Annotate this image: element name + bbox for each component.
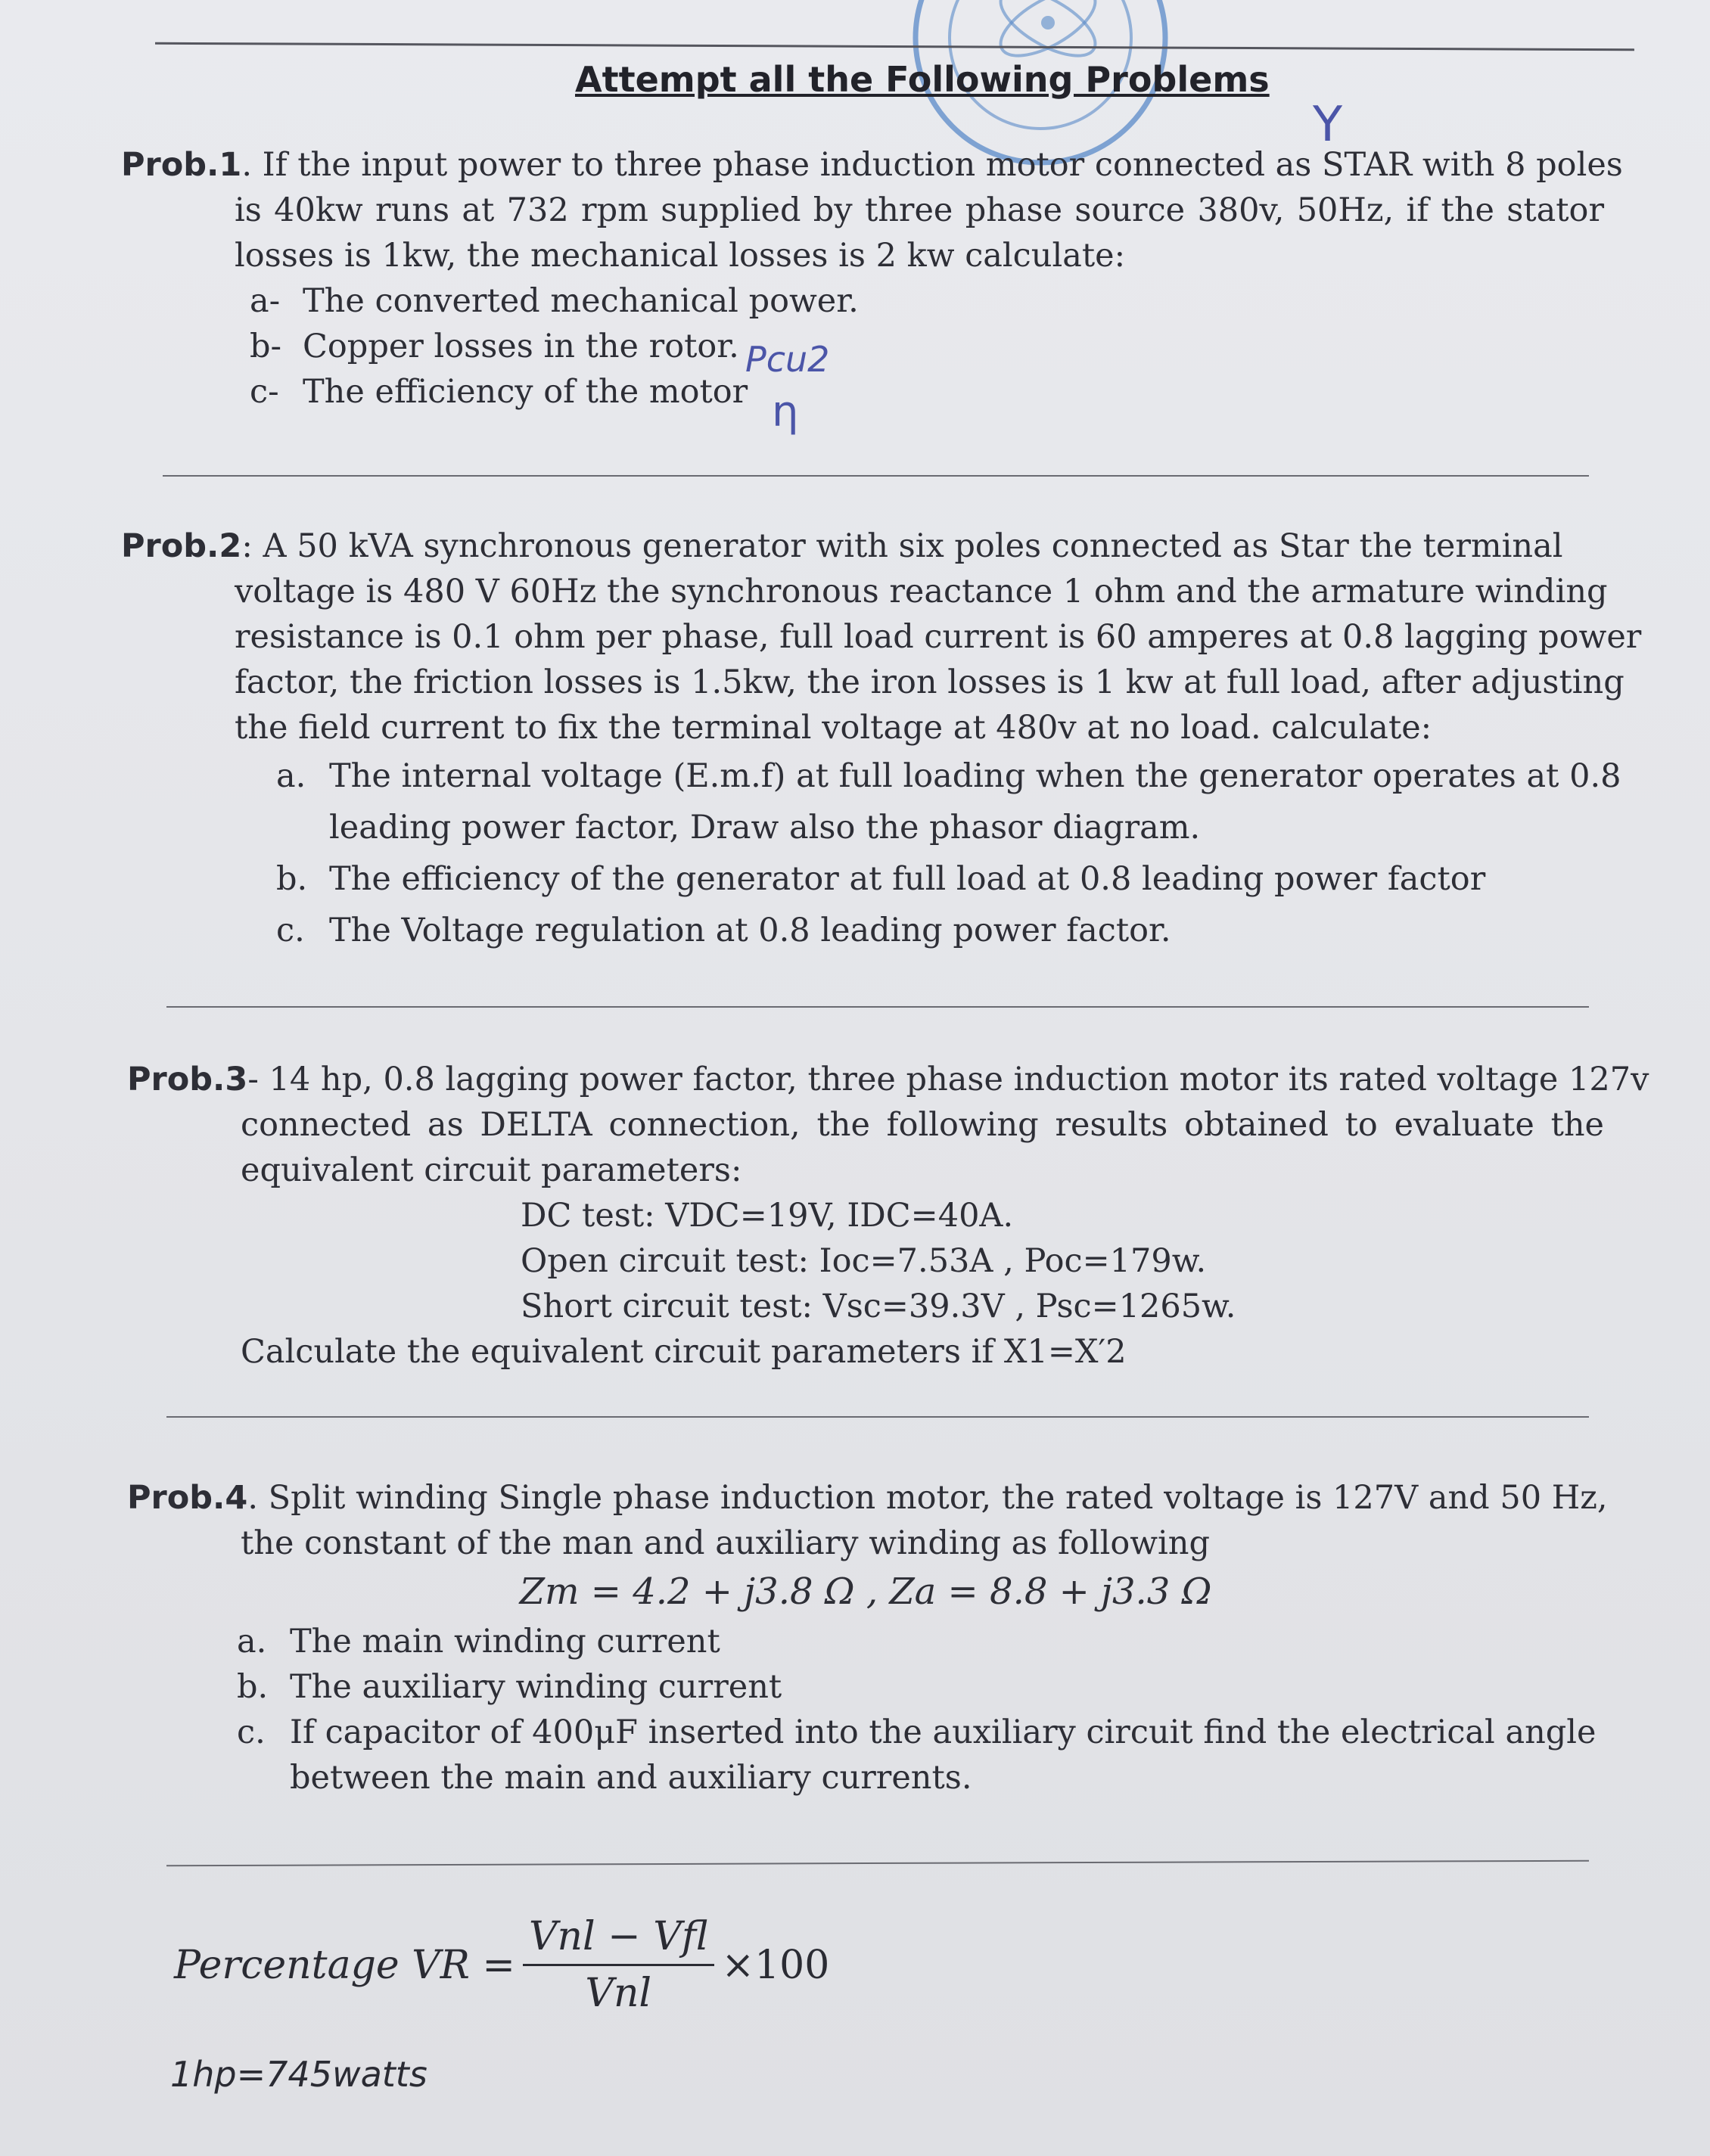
- problem-3-line: equivalent circuit parameters:: [241, 1151, 742, 1189]
- page-heading: Attempt all the Following Problems: [575, 59, 1270, 100]
- problem-1: [121, 142, 1623, 415]
- problem-3-first-line: [127, 1057, 1649, 1102]
- problem-2-line: the field current to fix the terminal voltage at 480v at no load. calculate:: [235, 709, 1432, 747]
- problem-4-item-c-cont: between the main and auxiliary currents.: [290, 1759, 972, 1797]
- divider: [163, 475, 1589, 477]
- problem-3-first-text: - 14 hp, 0.8 lagging power factor, three phase induction motor its rated voltage 127v: [247, 1061, 1649, 1098]
- vr-numerator: Vnl − Vfl: [523, 1914, 714, 1966]
- problem-4: [127, 1475, 1608, 1800]
- problem-4-item-c: c. If capacitor of 400μF inserted into the auxiliary circuit find the electrical angle: [237, 1713, 1597, 1751]
- problem-2: [121, 523, 1642, 956]
- problem-3-closing: Calculate the equivalent circuit parameters if X1=X′2: [241, 1333, 1127, 1371]
- handwritten-pcu2: Pcu2: [745, 339, 830, 380]
- problem-3: [127, 1057, 1649, 1375]
- problem-2-line: resistance is 0.1 ohm per phase, full load current is 60 amperes at 0.8 lagging power: [235, 618, 1642, 656]
- problem-2-item-a-cont: leading power factor, Draw also the phasor diagram.: [329, 809, 1201, 847]
- problem-4-first-text: . Split winding Single phase induction motor, the rated voltage is 127V and 50 Hz,: [247, 1479, 1608, 1517]
- test-short-circuit: Short circuit test: Vsc=39.3V , Psc=1265w.: [521, 1288, 1236, 1325]
- vr-fraction: [523, 1914, 714, 2016]
- handwritten-star-mark: Y: [1313, 97, 1343, 153]
- problem-1-label: Prob.1: [121, 146, 242, 184]
- problem-3-label: Prob.3: [127, 1061, 248, 1098]
- problem-1-first-line: [121, 142, 1623, 188]
- problem-4-first-line: [127, 1475, 1608, 1521]
- problem-2-first-text: : A 50 kVA synchronous generator with six poles connected as Star the terminal: [241, 527, 1563, 565]
- problem-2-first-line: [121, 523, 1604, 569]
- problem-2-item-c: c. The Voltage regulation at 0.8 leading power factor.: [276, 912, 1171, 949]
- problem-1-item-b: b- Copper losses in the rotor.: [250, 328, 739, 365]
- problem-3-line: connected as DELTA connection, the following results obtained to evaluate the: [241, 1106, 1604, 1144]
- problem-2-item-a: a. The internal voltage (E.m.f) at full loading when the generator operates at 0.8: [276, 757, 1621, 795]
- problem-4-label: Prob.4: [127, 1479, 248, 1517]
- problem-1-first-text: . If the input power to three phase induction motor connected as STAR with 8 poles: [241, 146, 1623, 184]
- problem-2-label: Prob.2: [121, 527, 242, 565]
- divider: [166, 1006, 1589, 1008]
- vr-tail: ×100: [721, 1942, 830, 1988]
- problem-2-line: voltage is 480 V 60Hz the synchronous reactance 1 ohm and the armature winding: [235, 573, 1608, 610]
- divider: [166, 1860, 1589, 1867]
- handwritten-eta: η: [772, 387, 799, 436]
- problem-2-item-b: b. The efficiency of the generator at full load at 0.8 leading power factor: [276, 860, 1486, 898]
- problem-4-item-a: a. The main winding current: [237, 1623, 720, 1660]
- test-dc: DC test: VDC=19V, IDC=40A.: [521, 1197, 1014, 1235]
- problem-1-item-a: a- The converted mechanical power.: [250, 282, 859, 320]
- vr-lhs: Percentage VR =: [174, 1942, 515, 1988]
- problem-2-line: factor, the friction losses is 1.5kw, the iron losses is 1 kw at full load, after adjusting: [235, 663, 1624, 701]
- divider: [166, 1416, 1589, 1418]
- problem-1-line: losses is 1kw, the mechanical losses is 2 kw calculate:: [235, 237, 1126, 275]
- impedance-formula: Zm = 4.2 + j3.8 Ω , Za = 8.8 + j3.3 Ω: [519, 1570, 1212, 1613]
- test-open-circuit: Open circuit test: Ioc=7.53A , Poc=179w.: [521, 1242, 1207, 1280]
- problem-1-item-c: c- The efficiency of the motor: [250, 373, 748, 411]
- problem-1-line: is 40kw runs at 732 rpm supplied by three phase source 380v, 50Hz, if the stator: [235, 191, 1604, 229]
- hp-conversion-note: 1hp=745watts: [170, 2054, 428, 2095]
- vr-denominator: Vnl: [585, 1971, 652, 2016]
- problem-4-item-b: b. The auxiliary winding current: [237, 1668, 782, 1706]
- vr-formula: [174, 1914, 829, 2016]
- problem-4-line: the constant of the man and auxiliary winding as following: [241, 1524, 1210, 1562]
